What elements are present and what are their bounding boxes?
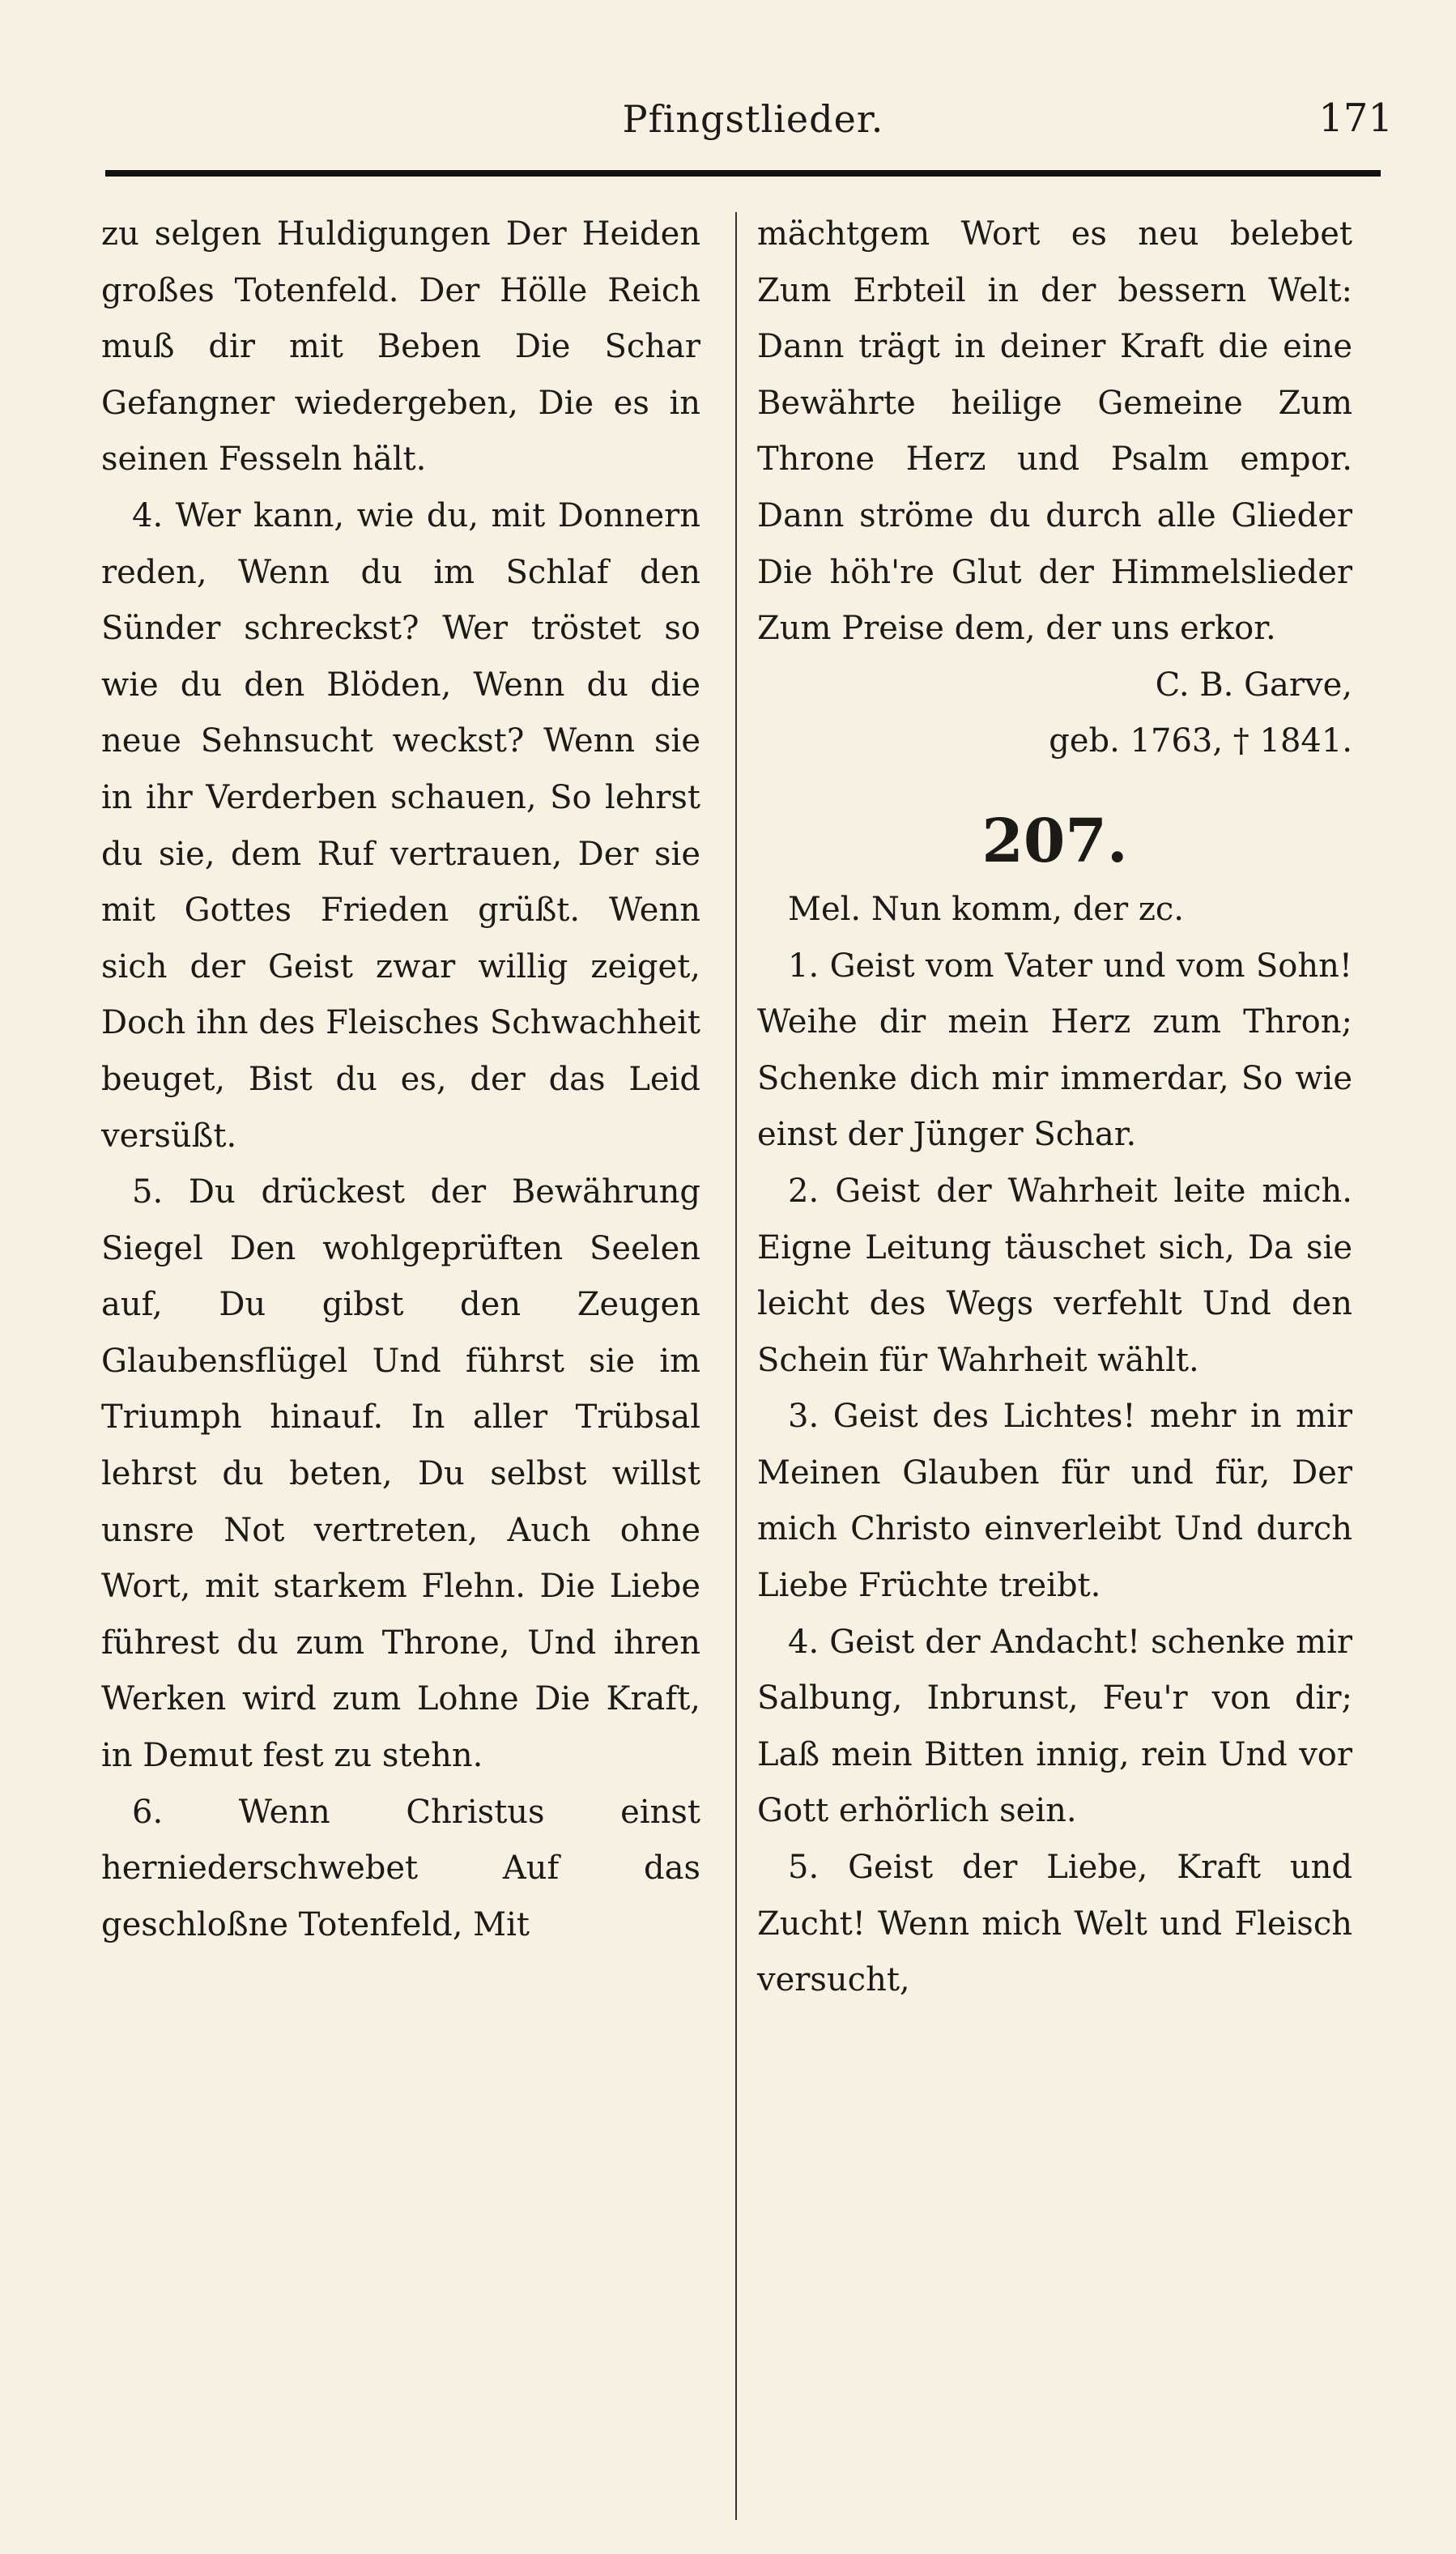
header-rule [105,170,1381,177]
left-column [101,206,700,1953]
verse-6: 6. Wenn Christus einst herniederschwebet Auf das geschloßne Totenfeld, Mit [101,1793,700,1943]
hymn-verse-3: 3. Geist des Lichtes! mehr in mir Meinen Glauben für und für, Der mich Christo einverleibt Und durch Liebe Früchte treibt. [757,1398,1352,1605]
verse-5: 5. Du drückest der Bewährung Siegel Den wohlgeprüften Seelen auf, Du gibst den Zeugen Glaubensflügel Und führst sie im Triumph hinauf. In aller Trübsal lehrst du beten, Du selbst willst unsre Not vertreten, Auch ohne Wort, mit starkem Flehn. Die Liebe führest du zum Throne, Und ihren Werken wird zum Lohne Die Kraft, in Demut fest zu stehn. [101,1173,700,1775]
hymn-verse-2: 2. Geist der Wahrheit leite mich. Eigne Leitung täuschet sich, Da sie leicht des Wegs verfehlt Und den Schein für Wahrheit wählt. [757,1172,1352,1379]
hymn-verse-1: 1. Geist vom Vater und vom Sohn! Weihe dir mein Herz zum Thron; Schenke dich mir immerdar, So wie einst der Jünger Schar. [757,947,1352,1154]
author-dates: geb. 1763, † 1841. [1049,722,1352,760]
verse-continuation: zu selgen Huldigungen Der Heiden großes Totenfeld. Der Hölle Reich muß dir mit Beben Die Schar Gefangner wiedergeben, Die es in seinen Fesseln hält. [101,215,700,479]
tune-line: Mel. Nun komm, der zc. [788,890,1185,928]
page-header [0,0,1456,186]
hymn-verse-5: 5. Geist der Liebe, Kraft und Zucht! Wenn mich Welt und Fleisch versucht, [757,1849,1352,1999]
hymn-number: 207. [981,806,1128,876]
page-number: 171 [1318,96,1393,141]
verse-4: 4. Wer kann, wie du, mit Donnern reden, Wenn du im Schlaf den Sünder schreckst? Wer tröstet so wie du den Blöden, Wenn du die neue Sehnsucht weckst? Wenn sie in ihr Verderben schauen, So lehrst du sie, dem Ruf vertrauen, Der sie mit Gottes Frieden grüßt. Wenn sich der Geist zwar willig zeiget, Doch ihn des Fleisches Schwachheit beuget, Bist du es, der das Leid versüßt. [101,496,700,1155]
author-name: C. B. Garve, [1155,666,1352,704]
column-divider [735,212,737,2520]
hymn-verse-4: 4. Geist der Andacht! schenke mir Salbung, Inbrunst, Feu'r von dir; Laß mein Bitten innig, rein Und vor Gott erhörlich sein. [757,1623,1352,1830]
right-column [757,206,1352,2009]
verse-6-continuation: mächtgem Wort es neu belebet Zum Erbteil in der bessern Welt: Dann trägt in deiner Kraft die eine Bewährte heilige Gemeine Zum Throne Herz und Psalm empor. Dann ströme du durch alle Glieder Die höh're Glut der Himmelslieder Zum Preise dem, der uns erkor. [757,215,1352,648]
running-title: Pfingstlieder. [622,97,884,141]
